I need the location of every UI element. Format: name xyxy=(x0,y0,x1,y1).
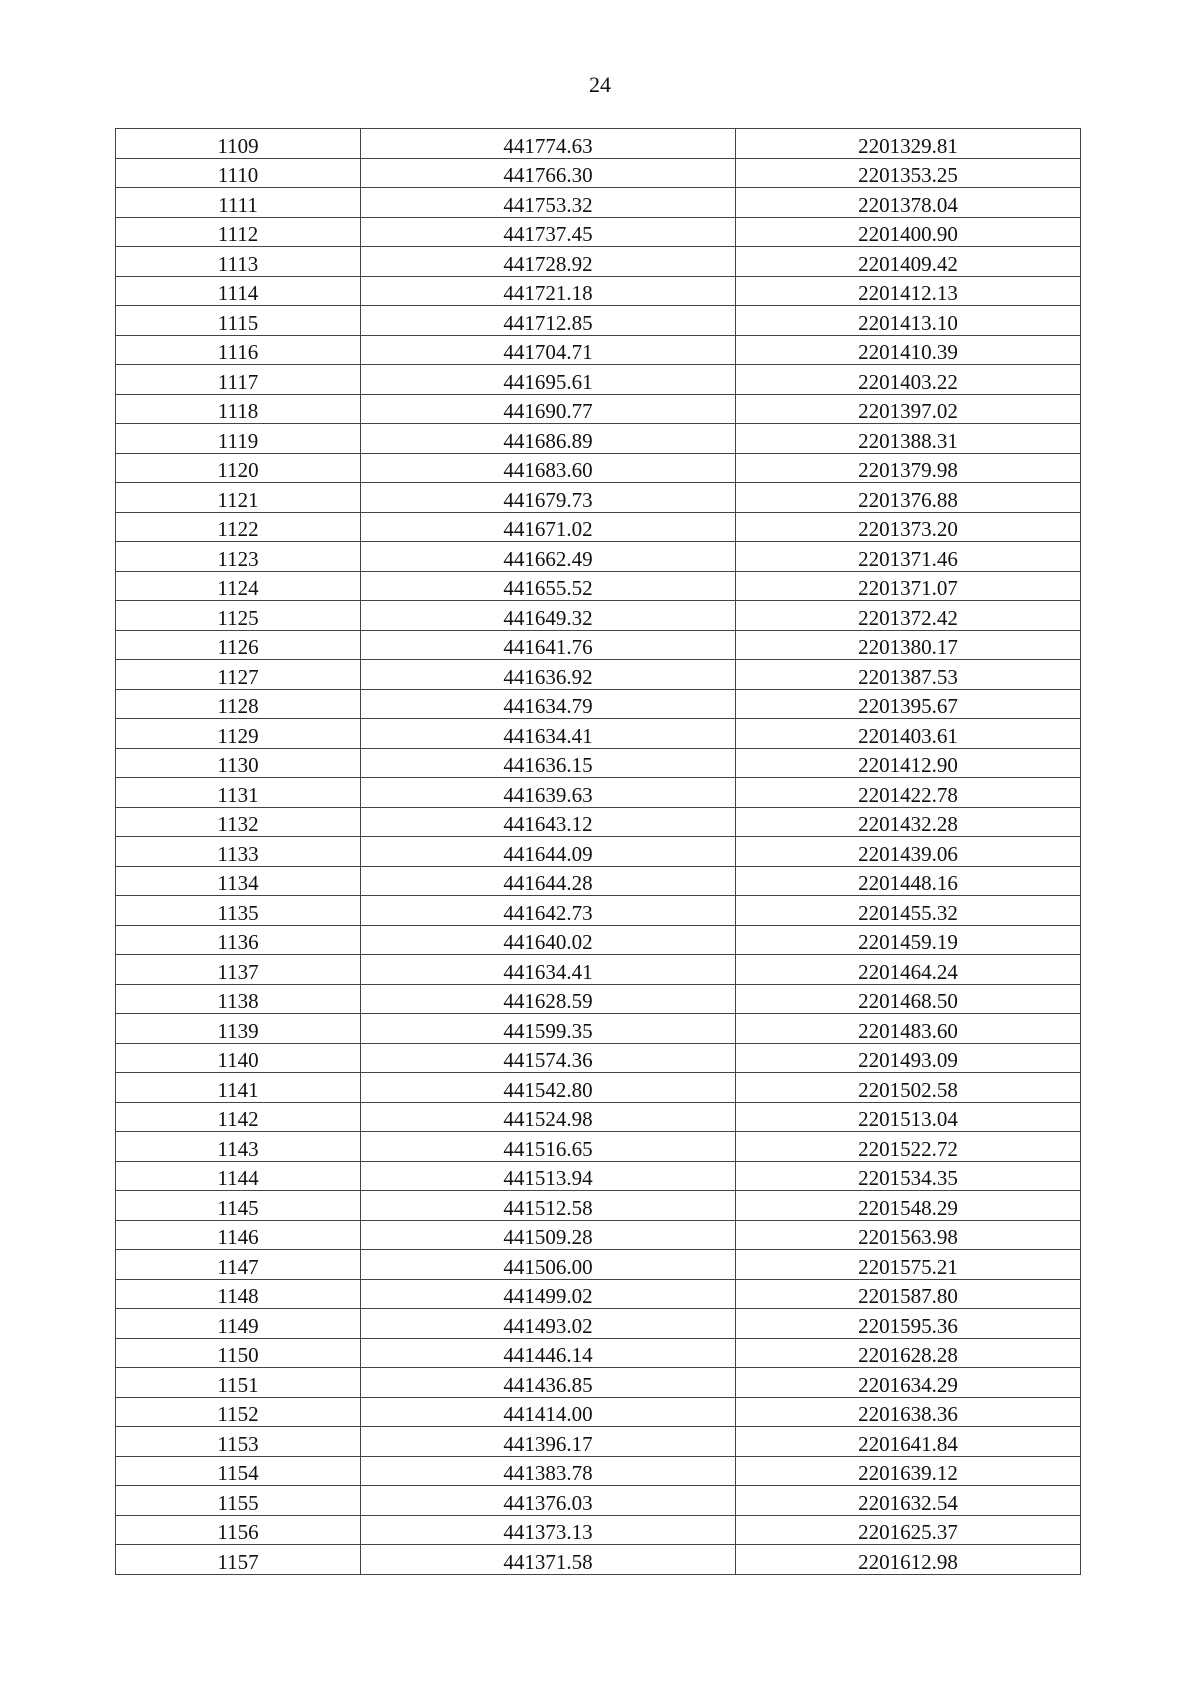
point-number-cell: 1144 xyxy=(116,1161,361,1191)
table-row xyxy=(116,1014,1081,1044)
table-row xyxy=(116,896,1081,926)
point-number-cell: 1118 xyxy=(116,394,361,424)
y-coordinate-cell: 2201403.22 xyxy=(736,365,1081,395)
x-coordinate-cell: 441640.02 xyxy=(361,925,736,955)
x-coordinate-cell: 441644.28 xyxy=(361,866,736,896)
y-coordinate-cell: 2201632.54 xyxy=(736,1486,1081,1516)
point-number-cell: 1140 xyxy=(116,1043,361,1073)
point-number-cell: 1125 xyxy=(116,601,361,631)
y-coordinate-cell: 2201638.36 xyxy=(736,1397,1081,1427)
x-coordinate-cell: 441643.12 xyxy=(361,807,736,837)
y-coordinate-cell: 2201412.90 xyxy=(736,748,1081,778)
x-coordinate-cell: 441695.61 xyxy=(361,365,736,395)
page-number: 24 xyxy=(589,72,611,97)
y-coordinate-cell: 2201432.28 xyxy=(736,807,1081,837)
x-coordinate-cell: 441516.65 xyxy=(361,1132,736,1162)
y-coordinate-cell: 2201353.25 xyxy=(736,158,1081,188)
table-row xyxy=(116,1161,1081,1191)
x-coordinate-cell: 441373.13 xyxy=(361,1515,736,1545)
table-row xyxy=(116,1191,1081,1221)
point-number-cell: 1133 xyxy=(116,837,361,867)
x-coordinate-cell: 441671.02 xyxy=(361,512,736,542)
point-number-cell: 1153 xyxy=(116,1427,361,1457)
x-coordinate-cell: 441662.49 xyxy=(361,542,736,572)
y-coordinate-cell: 2201625.37 xyxy=(736,1515,1081,1545)
y-coordinate-cell: 2201483.60 xyxy=(736,1014,1081,1044)
y-coordinate-cell: 2201387.53 xyxy=(736,660,1081,690)
table-row xyxy=(116,925,1081,955)
y-coordinate-cell: 2201634.29 xyxy=(736,1368,1081,1398)
x-coordinate-cell: 441634.79 xyxy=(361,689,736,719)
y-coordinate-cell: 2201563.98 xyxy=(736,1220,1081,1250)
y-coordinate-cell: 2201397.02 xyxy=(736,394,1081,424)
table-row xyxy=(116,1102,1081,1132)
x-coordinate-cell: 441446.14 xyxy=(361,1338,736,1368)
x-coordinate-cell: 441436.85 xyxy=(361,1368,736,1398)
x-coordinate-cell: 441636.15 xyxy=(361,748,736,778)
point-number-cell: 1119 xyxy=(116,424,361,454)
x-coordinate-cell: 441396.17 xyxy=(361,1427,736,1457)
table-row xyxy=(116,1486,1081,1516)
table-row xyxy=(116,719,1081,749)
y-coordinate-cell: 2201413.10 xyxy=(736,306,1081,336)
x-coordinate-cell: 441376.03 xyxy=(361,1486,736,1516)
point-number-cell: 1116 xyxy=(116,335,361,365)
x-coordinate-cell: 441383.78 xyxy=(361,1456,736,1486)
point-number-cell: 1141 xyxy=(116,1073,361,1103)
x-coordinate-cell: 441728.92 xyxy=(361,247,736,277)
table-row xyxy=(116,1250,1081,1280)
table-row xyxy=(116,689,1081,719)
x-coordinate-cell: 441634.41 xyxy=(361,955,736,985)
y-coordinate-cell: 2201522.72 xyxy=(736,1132,1081,1162)
table-row xyxy=(116,1397,1081,1427)
point-number-cell: 1129 xyxy=(116,719,361,749)
x-coordinate-cell: 441513.94 xyxy=(361,1161,736,1191)
y-coordinate-cell: 2201371.46 xyxy=(736,542,1081,572)
y-coordinate-cell: 2201587.80 xyxy=(736,1279,1081,1309)
y-coordinate-cell: 2201439.06 xyxy=(736,837,1081,867)
y-coordinate-cell: 2201575.21 xyxy=(736,1250,1081,1280)
x-coordinate-cell: 441574.36 xyxy=(361,1043,736,1073)
point-number-cell: 1149 xyxy=(116,1309,361,1339)
point-number-cell: 1134 xyxy=(116,866,361,896)
y-coordinate-cell: 2201548.29 xyxy=(736,1191,1081,1221)
table-row xyxy=(116,778,1081,808)
point-number-cell: 1142 xyxy=(116,1102,361,1132)
point-number-cell: 1151 xyxy=(116,1368,361,1398)
y-coordinate-cell: 2201376.88 xyxy=(736,483,1081,513)
x-coordinate-cell: 441493.02 xyxy=(361,1309,736,1339)
table-row xyxy=(116,276,1081,306)
table-row xyxy=(116,1309,1081,1339)
point-number-cell: 1112 xyxy=(116,217,361,247)
x-coordinate-cell: 441634.41 xyxy=(361,719,736,749)
point-number-cell: 1145 xyxy=(116,1191,361,1221)
y-coordinate-cell: 2201502.58 xyxy=(736,1073,1081,1103)
y-coordinate-cell: 2201612.98 xyxy=(736,1545,1081,1575)
table-row xyxy=(116,217,1081,247)
y-coordinate-cell: 2201464.24 xyxy=(736,955,1081,985)
x-coordinate-cell: 441655.52 xyxy=(361,571,736,601)
y-coordinate-cell: 2201371.07 xyxy=(736,571,1081,601)
x-coordinate-cell: 441642.73 xyxy=(361,896,736,926)
table-row xyxy=(116,1279,1081,1309)
table-row xyxy=(116,365,1081,395)
y-coordinate-cell: 2201400.90 xyxy=(736,217,1081,247)
point-number-cell: 1131 xyxy=(116,778,361,808)
point-number-cell: 1146 xyxy=(116,1220,361,1250)
x-coordinate-cell: 441679.73 xyxy=(361,483,736,513)
point-number-cell: 1152 xyxy=(116,1397,361,1427)
y-coordinate-cell: 2201373.20 xyxy=(736,512,1081,542)
x-coordinate-cell: 441636.92 xyxy=(361,660,736,690)
table-row xyxy=(116,542,1081,572)
x-coordinate-cell: 441512.58 xyxy=(361,1191,736,1221)
x-coordinate-cell: 441628.59 xyxy=(361,984,736,1014)
coordinates-table xyxy=(115,128,1081,1575)
point-number-cell: 1127 xyxy=(116,660,361,690)
table-row xyxy=(116,1220,1081,1250)
x-coordinate-cell: 441599.35 xyxy=(361,1014,736,1044)
table-row xyxy=(116,1456,1081,1486)
x-coordinate-cell: 441704.71 xyxy=(361,335,736,365)
x-coordinate-cell: 441506.00 xyxy=(361,1250,736,1280)
y-coordinate-cell: 2201410.39 xyxy=(736,335,1081,365)
point-number-cell: 1143 xyxy=(116,1132,361,1162)
y-coordinate-cell: 2201380.17 xyxy=(736,630,1081,660)
table-row xyxy=(116,1515,1081,1545)
point-number-cell: 1147 xyxy=(116,1250,361,1280)
table-row xyxy=(116,660,1081,690)
x-coordinate-cell: 441644.09 xyxy=(361,837,736,867)
table-row xyxy=(116,483,1081,513)
coordinates-table-body xyxy=(116,129,1081,1575)
table-row xyxy=(116,837,1081,867)
point-number-cell: 1121 xyxy=(116,483,361,513)
y-coordinate-cell: 2201459.19 xyxy=(736,925,1081,955)
x-coordinate-cell: 441641.76 xyxy=(361,630,736,660)
point-number-cell: 1132 xyxy=(116,807,361,837)
x-coordinate-cell: 441721.18 xyxy=(361,276,736,306)
table-row xyxy=(116,158,1081,188)
table-row xyxy=(116,335,1081,365)
table-row xyxy=(116,247,1081,277)
table-row xyxy=(116,571,1081,601)
y-coordinate-cell: 2201378.04 xyxy=(736,188,1081,218)
point-number-cell: 1109 xyxy=(116,129,361,159)
table-row xyxy=(116,955,1081,985)
table-row xyxy=(116,1132,1081,1162)
y-coordinate-cell: 2201403.61 xyxy=(736,719,1081,749)
x-coordinate-cell: 441414.00 xyxy=(361,1397,736,1427)
y-coordinate-cell: 2201395.67 xyxy=(736,689,1081,719)
point-number-cell: 1157 xyxy=(116,1545,361,1575)
x-coordinate-cell: 441542.80 xyxy=(361,1073,736,1103)
point-number-cell: 1137 xyxy=(116,955,361,985)
point-number-cell: 1155 xyxy=(116,1486,361,1516)
y-coordinate-cell: 2201455.32 xyxy=(736,896,1081,926)
y-coordinate-cell: 2201468.50 xyxy=(736,984,1081,1014)
y-coordinate-cell: 2201329.81 xyxy=(736,129,1081,159)
x-coordinate-cell: 441686.89 xyxy=(361,424,736,454)
point-number-cell: 1110 xyxy=(116,158,361,188)
x-coordinate-cell: 441524.98 xyxy=(361,1102,736,1132)
x-coordinate-cell: 441712.85 xyxy=(361,306,736,336)
y-coordinate-cell: 2201409.42 xyxy=(736,247,1081,277)
point-number-cell: 1111 xyxy=(116,188,361,218)
y-coordinate-cell: 2201641.84 xyxy=(736,1427,1081,1457)
table-row xyxy=(116,424,1081,454)
point-number-cell: 1120 xyxy=(116,453,361,483)
y-coordinate-cell: 2201422.78 xyxy=(736,778,1081,808)
y-coordinate-cell: 2201388.31 xyxy=(736,424,1081,454)
x-coordinate-cell: 441639.63 xyxy=(361,778,736,808)
table-row xyxy=(116,394,1081,424)
table-row xyxy=(116,1043,1081,1073)
table-row xyxy=(116,512,1081,542)
x-coordinate-cell: 441509.28 xyxy=(361,1220,736,1250)
point-number-cell: 1138 xyxy=(116,984,361,1014)
table-row xyxy=(116,601,1081,631)
x-coordinate-cell: 441774.63 xyxy=(361,129,736,159)
point-number-cell: 1114 xyxy=(116,276,361,306)
y-coordinate-cell: 2201372.42 xyxy=(736,601,1081,631)
y-coordinate-cell: 2201639.12 xyxy=(736,1456,1081,1486)
table-row xyxy=(116,984,1081,1014)
point-number-cell: 1123 xyxy=(116,542,361,572)
table-row xyxy=(116,1073,1081,1103)
table-row xyxy=(116,453,1081,483)
point-number-cell: 1148 xyxy=(116,1279,361,1309)
point-number-cell: 1135 xyxy=(116,896,361,926)
table-row xyxy=(116,306,1081,336)
table-row xyxy=(116,630,1081,660)
point-number-cell: 1156 xyxy=(116,1515,361,1545)
y-coordinate-cell: 2201534.35 xyxy=(736,1161,1081,1191)
point-number-cell: 1113 xyxy=(116,247,361,277)
x-coordinate-cell: 441737.45 xyxy=(361,217,736,247)
point-number-cell: 1124 xyxy=(116,571,361,601)
y-coordinate-cell: 2201513.04 xyxy=(736,1102,1081,1132)
point-number-cell: 1139 xyxy=(116,1014,361,1044)
y-coordinate-cell: 2201379.98 xyxy=(736,453,1081,483)
point-number-cell: 1136 xyxy=(116,925,361,955)
table-row xyxy=(116,1427,1081,1457)
table-row xyxy=(116,188,1081,218)
point-number-cell: 1115 xyxy=(116,306,361,336)
table-row xyxy=(116,1338,1081,1368)
table-row xyxy=(116,748,1081,778)
y-coordinate-cell: 2201628.28 xyxy=(736,1338,1081,1368)
point-number-cell: 1117 xyxy=(116,365,361,395)
point-number-cell: 1154 xyxy=(116,1456,361,1486)
table-row xyxy=(116,129,1081,159)
point-number-cell: 1128 xyxy=(116,689,361,719)
table-row xyxy=(116,1545,1081,1575)
x-coordinate-cell: 441766.30 xyxy=(361,158,736,188)
x-coordinate-cell: 441683.60 xyxy=(361,453,736,483)
table-row xyxy=(116,866,1081,896)
y-coordinate-cell: 2201412.13 xyxy=(736,276,1081,306)
point-number-cell: 1130 xyxy=(116,748,361,778)
y-coordinate-cell: 2201493.09 xyxy=(736,1043,1081,1073)
table-row xyxy=(116,1368,1081,1398)
x-coordinate-cell: 441499.02 xyxy=(361,1279,736,1309)
x-coordinate-cell: 441371.58 xyxy=(361,1545,736,1575)
x-coordinate-cell: 441649.32 xyxy=(361,601,736,631)
point-number-cell: 1122 xyxy=(116,512,361,542)
table-row xyxy=(116,807,1081,837)
x-coordinate-cell: 441690.77 xyxy=(361,394,736,424)
y-coordinate-cell: 2201448.16 xyxy=(736,866,1081,896)
point-number-cell: 1126 xyxy=(116,630,361,660)
point-number-cell: 1150 xyxy=(116,1338,361,1368)
y-coordinate-cell: 2201595.36 xyxy=(736,1309,1081,1339)
x-coordinate-cell: 441753.32 xyxy=(361,188,736,218)
